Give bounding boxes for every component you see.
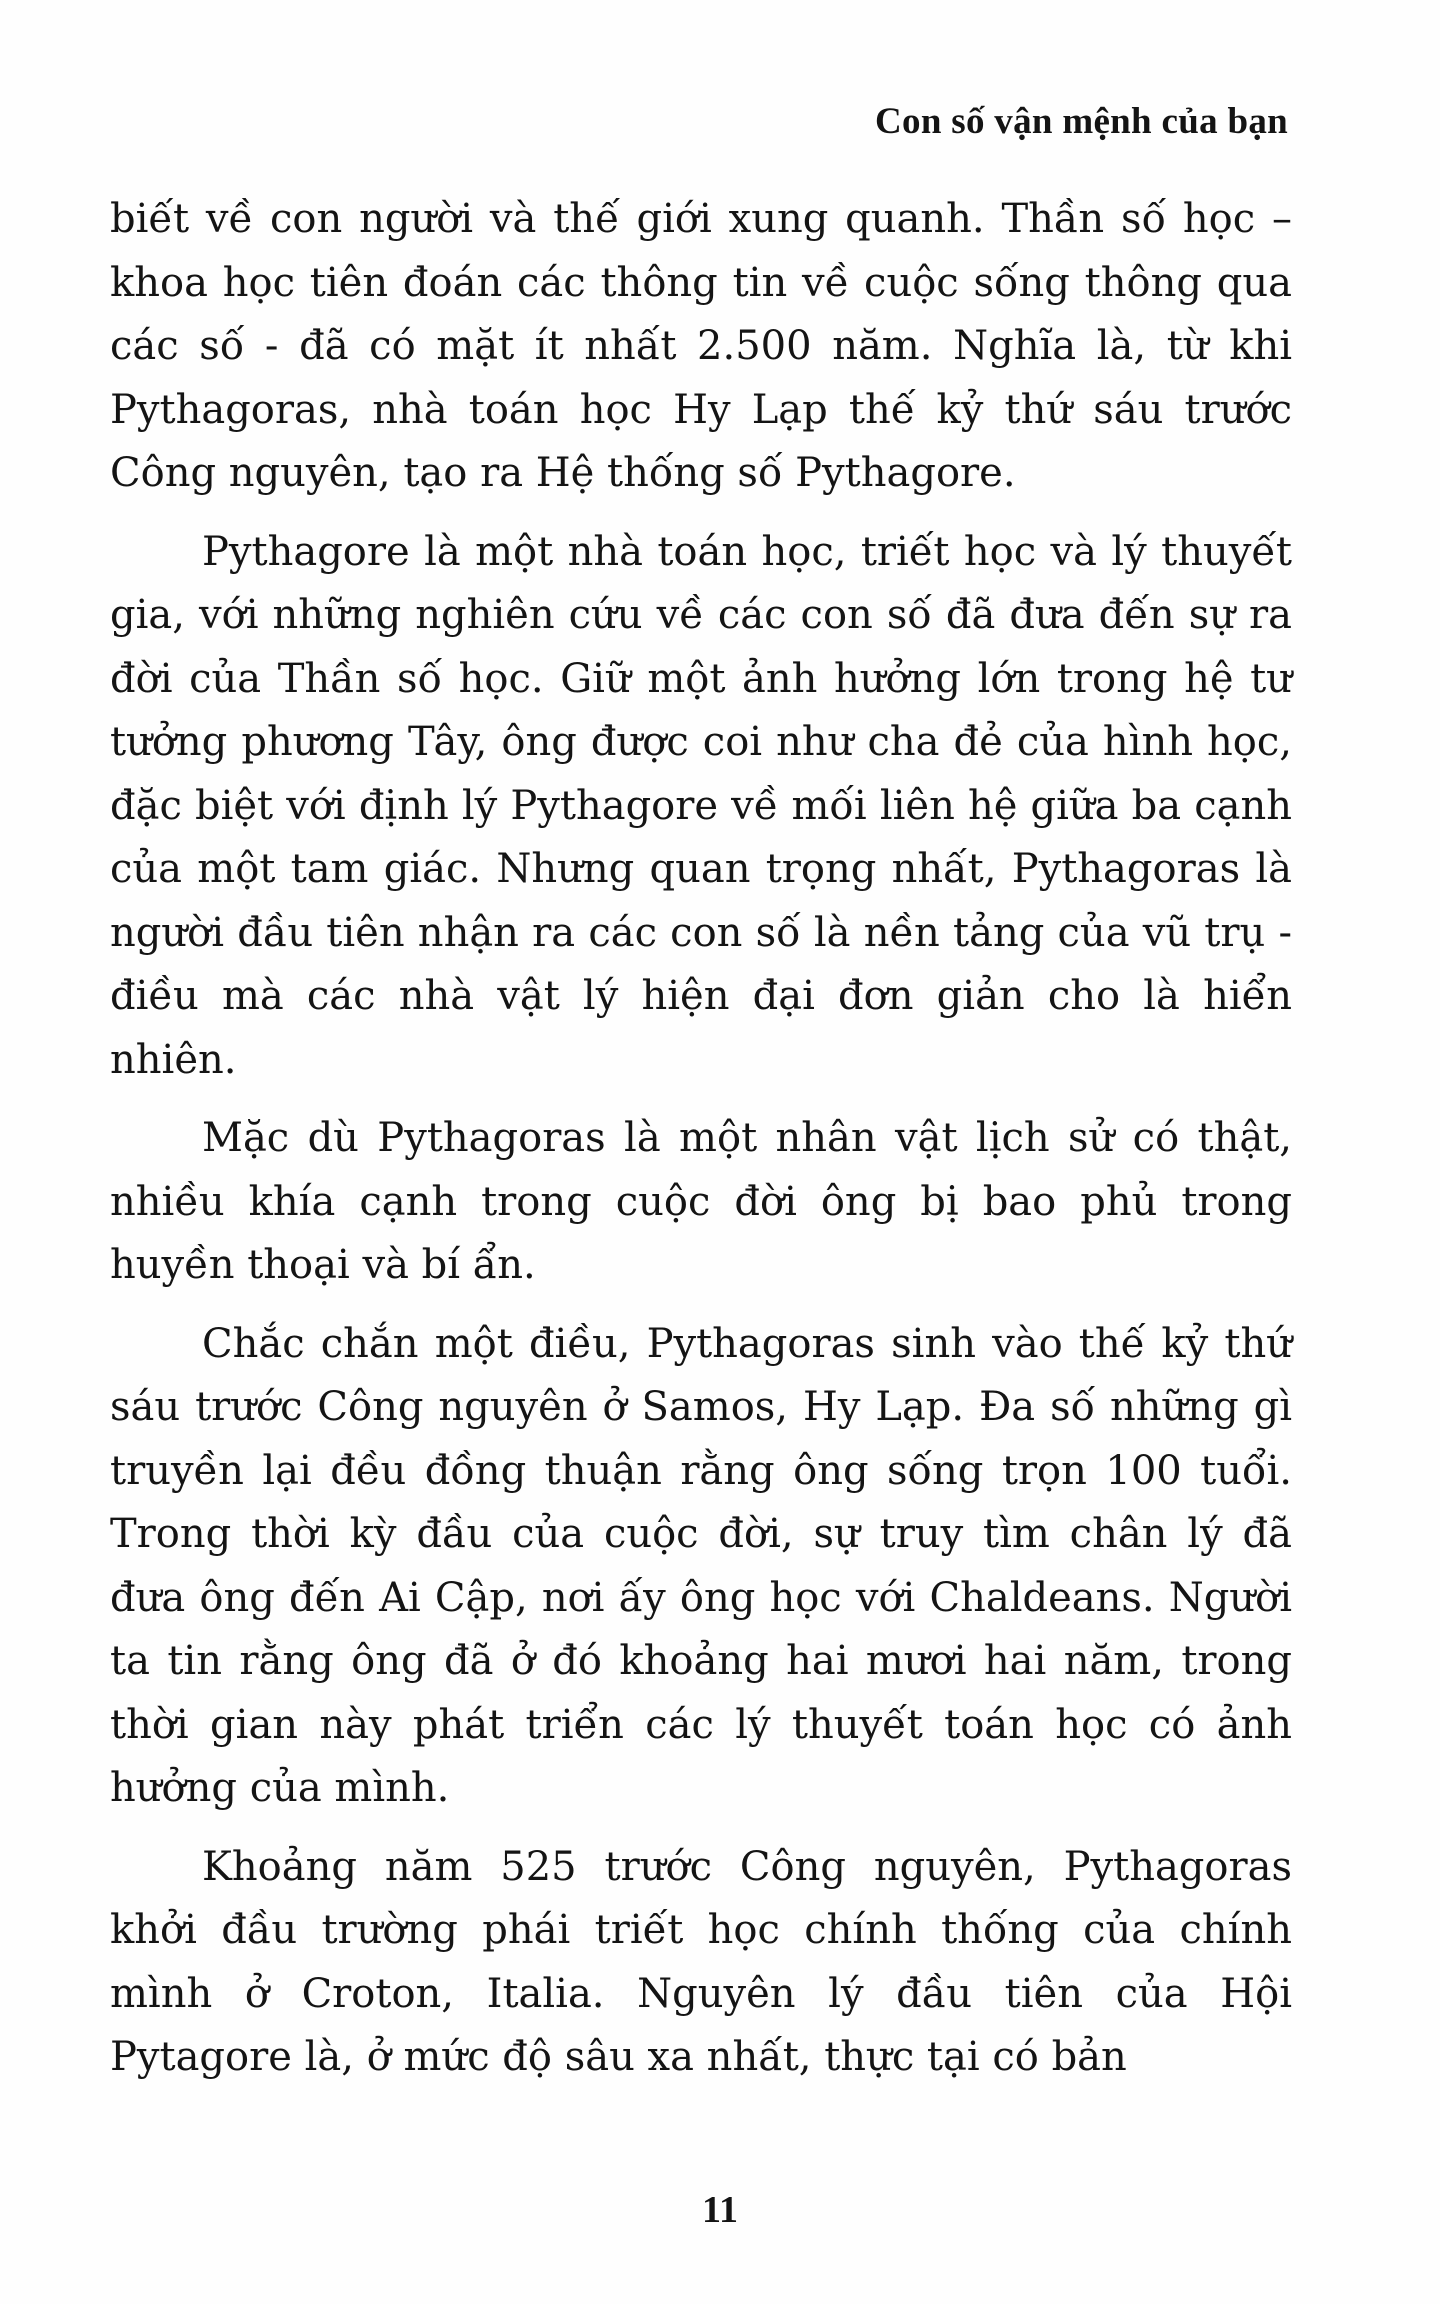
page-number: 11 (702, 2189, 738, 2231)
paragraph-croton-school: Khoảng năm 525 trước Công nguyên, Pythagoras khởi đầu trường phái triết học chính thống của chính mình ở Croton, Italia. Nguyên lý đầu tiên của Hội Pytagore là, ở mức độ sâu xa nhất, thực tại có bản (110, 1843, 1292, 2080)
paragraph-pythagore-mathematician: Pythagore là một nhà toán học, triết học và lý thuyết gia, với những nghiên cứu về các con số đã đưa đến sự ra đời của Thần số học. Giữ một ảnh hưởng lớn trong hệ tư tưởng phương Tây, ông được coi như cha đẻ của hình học, đặc biệt với định lý Pythagore về mối liên hệ giữa ba cạnh của một tam giác. Nhưng quan trọng nhất, Pythagoras là người đầu tiên nhận ra các con số là nền tảng của vũ trụ - điều mà các nhà vật lý hiện đại đơn giản cho là hiển nhiên. (110, 528, 1292, 1083)
paragraph-continuation: biết về con người và thế giới xung quanh. Thần số học – khoa học tiên đoán các thông tin về cuộc sống thông qua các số - đã có mặt ít nhất 2.500 năm. Nghĩa là, từ khi Pythagoras, nhà toán học Hy Lạp thế kỷ thứ sáu trước Công nguyên, tạo ra Hệ thống số Pythagore. (110, 196, 1292, 496)
paragraph-birth-samos: Chắc chắn một điều, Pythagoras sinh vào thế kỷ thứ sáu trước Công nguyên ở Samos, Hy Lạp. Đa số những gì truyền lại đều đồng thuận rằng ông sống trọn 100 tuổi. Trong thời kỳ đầu của cuộc đời, sự truy tìm chân lý đã đưa ông đến Ai Cập, nơi ấy ông học với Chaldeans. Người ta tin rằng ông đã ở đó khoảng hai mươi hai năm, trong thời gian này phát triển các lý thuyết toán học có ảnh hưởng của mình. (110, 1320, 1292, 1811)
paragraph-historical-figure: Mặc dù Pythagoras là một nhân vật lịch sử có thật, nhiều khía cạnh trong cuộc đời ông bị bao phủ trong huyền thoại và bí ẩn. (110, 1115, 1292, 1288)
body-text (110, 188, 1292, 2105)
running-header: Con số vận mệnh của bạn (875, 101, 1288, 142)
